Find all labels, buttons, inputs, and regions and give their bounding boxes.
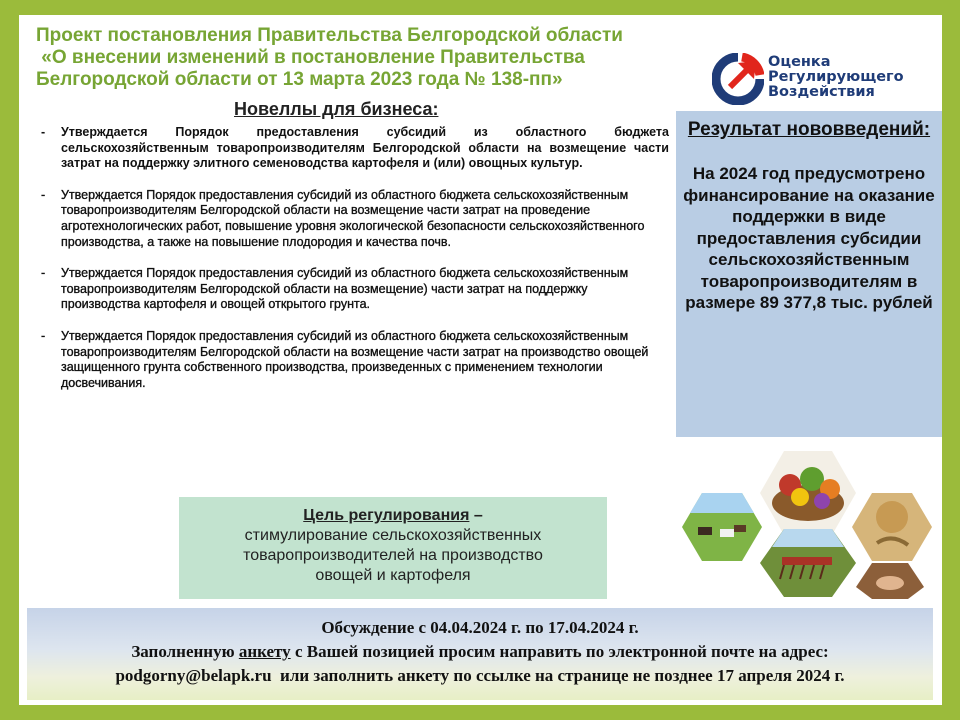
list-item <box>41 266 669 313</box>
bullet-dash: - <box>41 328 46 343</box>
grain-image <box>852 493 932 561</box>
bullet-dash: - <box>41 125 46 139</box>
orv-logo-text <box>768 55 904 100</box>
bullet-dash: - <box>41 187 46 202</box>
footer-line-3: podgorny@belapk.ru или заполнить анкету по ссылке на странице не позднее 17 апреля 2024 г. <box>115 666 845 685</box>
logo-line-2: Регулирующего <box>768 69 904 85</box>
soil-image <box>856 563 924 599</box>
agriculture-hexagon-images <box>672 447 942 599</box>
questionnaire-link[interactable]: анкету <box>238 642 291 661</box>
discussion-dates: Обсуждение с 04.04.2024 г. по 17.04.2024 г. <box>321 618 639 637</box>
result-box <box>676 111 942 437</box>
goal-title-line <box>179 506 607 526</box>
title-line-3: Белгородской области от 13 марта 2023 года № 138-пп» <box>36 69 563 90</box>
list-item <box>41 329 669 391</box>
list-item-text: Утверждается Порядок предоставления субсидий из областного бюджета сельскохозяйственным товаропроизводителям Белгородской области на возмещение части затрат на проведение агротехнологических работ, повышение уровня экологической безопасности сельскохозяйственного производства, а также на повышение плодородия и качества почв. <box>61 187 645 249</box>
slide <box>19 15 942 705</box>
footer-text-after-link: с Вашей позицией просим направить по электронной почте на адрес: <box>290 642 829 661</box>
discussion-footer <box>27 608 933 700</box>
goal-text: стимулирование сельскохозяйственных товаропроизводителей на производство овощей и картофеля <box>243 527 543 584</box>
logo-line-3: Воздействия <box>768 84 875 100</box>
orv-logo-icon <box>712 53 764 105</box>
orv-logo <box>712 51 932 111</box>
list-item-text: Утверждается Порядок предоставления субсидий из областного бюджета сельскохозяйственным товаропроизводителям Белгородской области на возмещение части затрат на поддержку элитного семеноводства картофеля и (или) овощных культур. <box>61 125 669 171</box>
page-title <box>36 25 706 91</box>
footer-line-2 <box>27 640 933 664</box>
list-item <box>41 125 669 172</box>
list-item <box>41 188 669 250</box>
result-text: На 2024 год предусмотрено финансирование на оказание поддержки в виде предоставления субсидии сельскохозяйственным товаропроизводителям в размере 89 377,8 тыс. рублей <box>683 164 935 312</box>
pasture-cows-image <box>682 493 762 561</box>
vegetables-image <box>760 451 856 535</box>
goal-box <box>179 497 607 599</box>
list-item-text: Утверждается Порядок предоставления субсидий из областного бюджета сельскохозяйственным товаропроизводителям Белгородской области на возмещение части затрат на производство овощей защищенного грунта собственного производства, произведенных с применением технологии досвечивания. <box>61 328 649 390</box>
title-line-2: «О внесении изменений в постановление Правительства <box>36 47 585 68</box>
goal-dash: – <box>469 507 483 524</box>
novelties-heading: Новеллы для бизнеса: <box>234 99 439 119</box>
list-item-text: Утверждается Порядок предоставления субсидий из областного бюджета сельскохозяйственным товаропроизводителям Белгородской области на возмещение) части затрат на поддержку производства картофеля и овощей открытого грунта. <box>61 266 629 312</box>
result-title: Результат нововведений: <box>687 119 931 140</box>
footer-text-before-link: Заполненную <box>131 642 239 661</box>
bullet-dash: - <box>41 266 46 281</box>
title-line-1: Проект постановления Правительства Белгородской области <box>36 25 623 46</box>
logo-line-1: Оценка <box>768 54 831 70</box>
novelties-list <box>41 125 669 407</box>
field-tractor-image <box>760 529 856 597</box>
goal-title: Цель регулирования <box>303 507 470 524</box>
